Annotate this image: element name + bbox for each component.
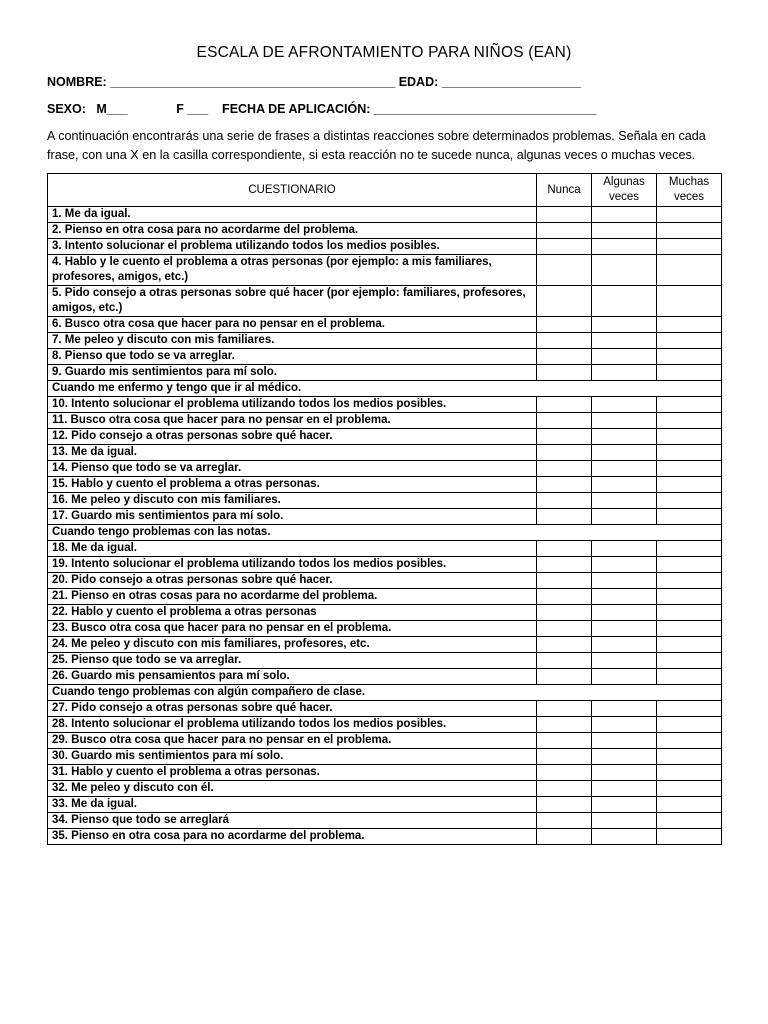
answer-cell-sometimes[interactable]	[592, 397, 657, 413]
answer-cell-often[interactable]	[657, 733, 722, 749]
answer-cell-never[interactable]	[537, 573, 592, 589]
section-heading: Cuando tengo problemas con algún compañero de clase.	[48, 685, 722, 701]
answer-cell-sometimes[interactable]	[592, 621, 657, 637]
answer-cell-sometimes[interactable]	[592, 573, 657, 589]
answer-cell-never[interactable]	[537, 781, 592, 797]
table-row	[48, 286, 722, 317]
question-text: 17. Guardo mis sentimientos para mí solo.	[48, 509, 537, 525]
answer-cell-sometimes[interactable]	[592, 557, 657, 573]
question-text: 29. Busco otra cosa que hacer para no pensar en el problema.	[48, 733, 537, 749]
answer-cell-never[interactable]	[537, 239, 592, 255]
answer-cell-never[interactable]	[537, 397, 592, 413]
questionnaire-body	[48, 207, 722, 845]
table-row	[48, 829, 722, 845]
header-questionnaire: CUESTIONARIO	[48, 174, 537, 207]
table-row	[48, 333, 722, 349]
answer-cell-never[interactable]	[537, 749, 592, 765]
answer-cell-sometimes[interactable]	[592, 701, 657, 717]
answer-cell-often[interactable]	[657, 333, 722, 349]
table-row	[48, 605, 722, 621]
answer-cell-sometimes[interactable]	[592, 365, 657, 381]
table-row	[48, 223, 722, 239]
question-text: 16. Me peleo y discuto con mis familiares.	[48, 493, 537, 509]
question-text: 28. Intento solucionar el problema utilizando todos los medios posibles.	[48, 717, 537, 733]
table-row	[48, 653, 722, 669]
answer-cell-never[interactable]	[537, 669, 592, 685]
answer-cell-sometimes[interactable]	[592, 461, 657, 477]
answer-cell-often[interactable]	[657, 557, 722, 573]
answer-cell-often[interactable]	[657, 797, 722, 813]
answer-cell-often[interactable]	[657, 701, 722, 717]
answer-cell-sometimes[interactable]	[592, 669, 657, 685]
answer-cell-never[interactable]	[537, 349, 592, 365]
answer-cell-often[interactable]	[657, 413, 722, 429]
question-text: 11. Busco otra cosa que hacer para no pensar en el problema.	[48, 413, 537, 429]
answer-cell-often[interactable]	[657, 829, 722, 845]
table-row	[48, 397, 722, 413]
table-row	[48, 733, 722, 749]
question-text: 34. Pienso que todo se arreglará	[48, 813, 537, 829]
table-row	[48, 573, 722, 589]
answer-cell-often[interactable]	[657, 461, 722, 477]
answer-cell-often[interactable]	[657, 765, 722, 781]
question-text: 6. Busco otra cosa que hacer para no pensar en el problema.	[48, 317, 537, 333]
answer-cell-often[interactable]	[657, 493, 722, 509]
answer-cell-often[interactable]	[657, 589, 722, 605]
header-never: Nunca	[537, 174, 592, 207]
answer-cell-sometimes[interactable]	[592, 637, 657, 653]
answer-cell-never[interactable]	[537, 317, 592, 333]
question-text: 5. Pido consejo a otras personas sobre qué hacer (por ejemplo: familiares, profesores, amigos, etc.)	[48, 286, 537, 317]
answer-cell-never[interactable]	[537, 813, 592, 829]
answer-cell-often[interactable]	[657, 317, 722, 333]
question-text: 31. Hablo y cuento el problema a otras personas.	[48, 765, 537, 781]
answer-cell-sometimes[interactable]	[592, 349, 657, 365]
answer-cell-sometimes[interactable]	[592, 493, 657, 509]
question-text: 21. Pienso en otras cosas para no acordarme del problema.	[48, 589, 537, 605]
table-row	[48, 781, 722, 797]
question-text: 13. Me da igual.	[48, 445, 537, 461]
answer-cell-never[interactable]	[537, 493, 592, 509]
table-row	[48, 445, 722, 461]
answer-cell-never[interactable]	[537, 461, 592, 477]
answer-cell-often[interactable]	[657, 255, 722, 286]
answer-cell-often[interactable]	[657, 573, 722, 589]
answer-cell-sometimes[interactable]	[592, 429, 657, 445]
answer-cell-never[interactable]	[537, 477, 592, 493]
answer-cell-sometimes[interactable]	[592, 797, 657, 813]
answer-cell-sometimes[interactable]	[592, 317, 657, 333]
table-row	[48, 493, 722, 509]
answer-cell-often[interactable]	[657, 813, 722, 829]
table-row	[48, 365, 722, 381]
answer-cell-often[interactable]	[657, 621, 722, 637]
answer-cell-never[interactable]	[537, 223, 592, 239]
answer-cell-sometimes[interactable]	[592, 207, 657, 223]
answer-cell-never[interactable]	[537, 429, 592, 445]
table-row	[48, 207, 722, 223]
question-text: 7. Me peleo y discuto con mis familiares.	[48, 333, 537, 349]
answer-cell-often[interactable]	[657, 223, 722, 239]
answer-cell-often[interactable]	[657, 239, 722, 255]
answer-cell-never[interactable]	[537, 541, 592, 557]
instructions-paragraph: A continuación encontrarás una serie de frases a distintas reacciones sobre determinados problemas. Señala en cada frase, con una X en la casilla correspondiente, si esta reacción no te sucede nunca, algunas veces o muchas veces.	[47, 129, 706, 162]
question-text: 18. Me da igual.	[48, 541, 537, 557]
section-row	[48, 685, 722, 701]
answer-cell-never[interactable]	[537, 829, 592, 845]
answer-cell-sometimes[interactable]	[592, 589, 657, 605]
answer-cell-often[interactable]	[657, 445, 722, 461]
answer-cell-often[interactable]	[657, 669, 722, 685]
sex-date-line: SEXO: M___ F ___ FECHA DE APLICACIÓN: ________________________________	[47, 102, 597, 116]
question-text: 35. Pienso en otra cosa para no acordarme del problema.	[48, 829, 537, 845]
question-text: 33. Me da igual.	[48, 797, 537, 813]
table-row	[48, 589, 722, 605]
answer-cell-often[interactable]	[657, 509, 722, 525]
answer-cell-often[interactable]	[657, 605, 722, 621]
answer-cell-never[interactable]	[537, 621, 592, 637]
answer-cell-never[interactable]	[537, 365, 592, 381]
question-text: 30. Guardo mis sentimientos para mí solo.	[48, 749, 537, 765]
table-row	[48, 797, 722, 813]
header-sometimes: Algunas veces	[592, 174, 657, 207]
answer-cell-sometimes[interactable]	[592, 223, 657, 239]
question-text: 32. Me peleo y discuto con él.	[48, 781, 537, 797]
answer-cell-never[interactable]	[537, 765, 592, 781]
table-row	[48, 477, 722, 493]
section-heading: Cuando me enfermo y tengo que ir al médico.	[48, 381, 722, 397]
answer-cell-never[interactable]	[537, 557, 592, 573]
answer-cell-often[interactable]	[657, 749, 722, 765]
table-row	[48, 637, 722, 653]
answer-cell-never[interactable]	[537, 717, 592, 733]
table-row	[48, 669, 722, 685]
answer-cell-sometimes[interactable]	[592, 477, 657, 493]
answer-cell-often[interactable]	[657, 365, 722, 381]
answer-cell-sometimes[interactable]	[592, 445, 657, 461]
answer-cell-never[interactable]	[537, 509, 592, 525]
answer-cell-sometimes[interactable]	[592, 829, 657, 845]
answer-cell-often[interactable]	[657, 429, 722, 445]
table-row	[48, 717, 722, 733]
answer-cell-sometimes[interactable]	[592, 333, 657, 349]
answer-cell-often[interactable]	[657, 286, 722, 317]
section-heading: Cuando tengo problemas con las notas.	[48, 525, 722, 541]
answer-cell-never[interactable]	[537, 333, 592, 349]
header-often: Muchas veces	[657, 174, 722, 207]
answer-cell-never[interactable]	[537, 797, 592, 813]
question-text: 23. Busco otra cosa que hacer para no pensar en el problema.	[48, 621, 537, 637]
table-row	[48, 413, 722, 429]
table-row	[48, 701, 722, 717]
section-row	[48, 381, 722, 397]
question-text: 22. Hablo y cuento el problema a otras personas	[48, 605, 537, 621]
question-text: 19. Intento solucionar el problema utilizando todos los medios posibles.	[48, 557, 537, 573]
question-text: 27. Pido consejo a otras personas sobre qué hacer.	[48, 701, 537, 717]
table-row	[48, 765, 722, 781]
answer-cell-often[interactable]	[657, 207, 722, 223]
answer-cell-sometimes[interactable]	[592, 239, 657, 255]
answer-cell-never[interactable]	[537, 701, 592, 717]
answer-cell-never[interactable]	[537, 286, 592, 317]
answer-cell-sometimes[interactable]	[592, 749, 657, 765]
answer-cell-often[interactable]	[657, 653, 722, 669]
answer-cell-sometimes[interactable]	[592, 413, 657, 429]
question-text: 24. Me peleo y discuto con mis familiares, profesores, etc.	[48, 637, 537, 653]
question-text: 20. Pido consejo a otras personas sobre qué hacer.	[48, 573, 537, 589]
answer-cell-sometimes[interactable]	[592, 255, 657, 286]
question-text: 1. Me da igual.	[48, 207, 537, 223]
answer-cell-sometimes[interactable]	[592, 717, 657, 733]
table-row	[48, 349, 722, 365]
question-text: 15. Hablo y cuento el problema a otras personas.	[48, 477, 537, 493]
answer-cell-sometimes[interactable]	[592, 653, 657, 669]
answer-cell-often[interactable]	[657, 541, 722, 557]
answer-cell-never[interactable]	[537, 589, 592, 605]
answer-cell-sometimes[interactable]	[592, 509, 657, 525]
answer-cell-often[interactable]	[657, 637, 722, 653]
answer-cell-often[interactable]	[657, 717, 722, 733]
table-row	[48, 541, 722, 557]
answer-cell-never[interactable]	[537, 733, 592, 749]
question-text: 12. Pido consejo a otras personas sobre qué hacer.	[48, 429, 537, 445]
section-row	[48, 525, 722, 541]
name-age-line: NOMBRE: _________________________________________ EDAD: ____________________	[47, 75, 581, 89]
question-text: 4. Hablo y le cuento el problema a otras personas (por ejemplo: a mis familiares, profesores, amigos, etc.)	[48, 255, 537, 286]
table-row	[48, 509, 722, 525]
answer-cell-often[interactable]	[657, 349, 722, 365]
answer-cell-sometimes[interactable]	[592, 733, 657, 749]
answer-cell-often[interactable]	[657, 781, 722, 797]
answer-cell-sometimes[interactable]	[592, 605, 657, 621]
table-row	[48, 813, 722, 829]
question-text: 26. Guardo mis pensamientos para mí solo.	[48, 669, 537, 685]
table-row	[48, 429, 722, 445]
table-row	[48, 461, 722, 477]
answer-cell-never[interactable]	[537, 605, 592, 621]
table-row	[48, 621, 722, 637]
question-text: 8. Pienso que todo se va arreglar.	[48, 349, 537, 365]
answer-cell-never[interactable]	[537, 207, 592, 223]
question-text: 25. Pienso que todo se va arreglar.	[48, 653, 537, 669]
table-row	[48, 255, 722, 286]
question-text: 14. Pienso que todo se va arreglar.	[48, 461, 537, 477]
answer-cell-never[interactable]	[537, 255, 592, 286]
questionnaire-table	[47, 173, 722, 845]
question-text: 2. Pienso en otra cosa para no acordarme del problema.	[48, 223, 537, 239]
table-row	[48, 749, 722, 765]
answer-cell-never[interactable]	[537, 653, 592, 669]
table-row	[48, 317, 722, 333]
answer-cell-never[interactable]	[537, 445, 592, 461]
answer-cell-sometimes[interactable]	[592, 286, 657, 317]
answer-cell-sometimes[interactable]	[592, 541, 657, 557]
table-header-row	[48, 174, 722, 207]
table-row	[48, 239, 722, 255]
answer-cell-sometimes[interactable]	[592, 765, 657, 781]
question-text: 3. Intento solucionar el problema utilizando todos los medios posibles.	[48, 239, 537, 255]
answer-cell-often[interactable]	[657, 477, 722, 493]
answer-cell-never[interactable]	[537, 413, 592, 429]
question-text: 10. Intento solucionar el problema utilizando todos los medios posibles.	[48, 397, 537, 413]
question-text: 9. Guardo mis sentimientos para mí solo.	[48, 365, 537, 381]
document-title: ESCALA DE AFRONTAMIENTO PARA NIÑOS (EAN)	[196, 44, 572, 61]
answer-cell-never[interactable]	[537, 637, 592, 653]
answer-cell-sometimes[interactable]	[592, 813, 657, 829]
answer-cell-sometimes[interactable]	[592, 781, 657, 797]
table-row	[48, 557, 722, 573]
answer-cell-often[interactable]	[657, 397, 722, 413]
